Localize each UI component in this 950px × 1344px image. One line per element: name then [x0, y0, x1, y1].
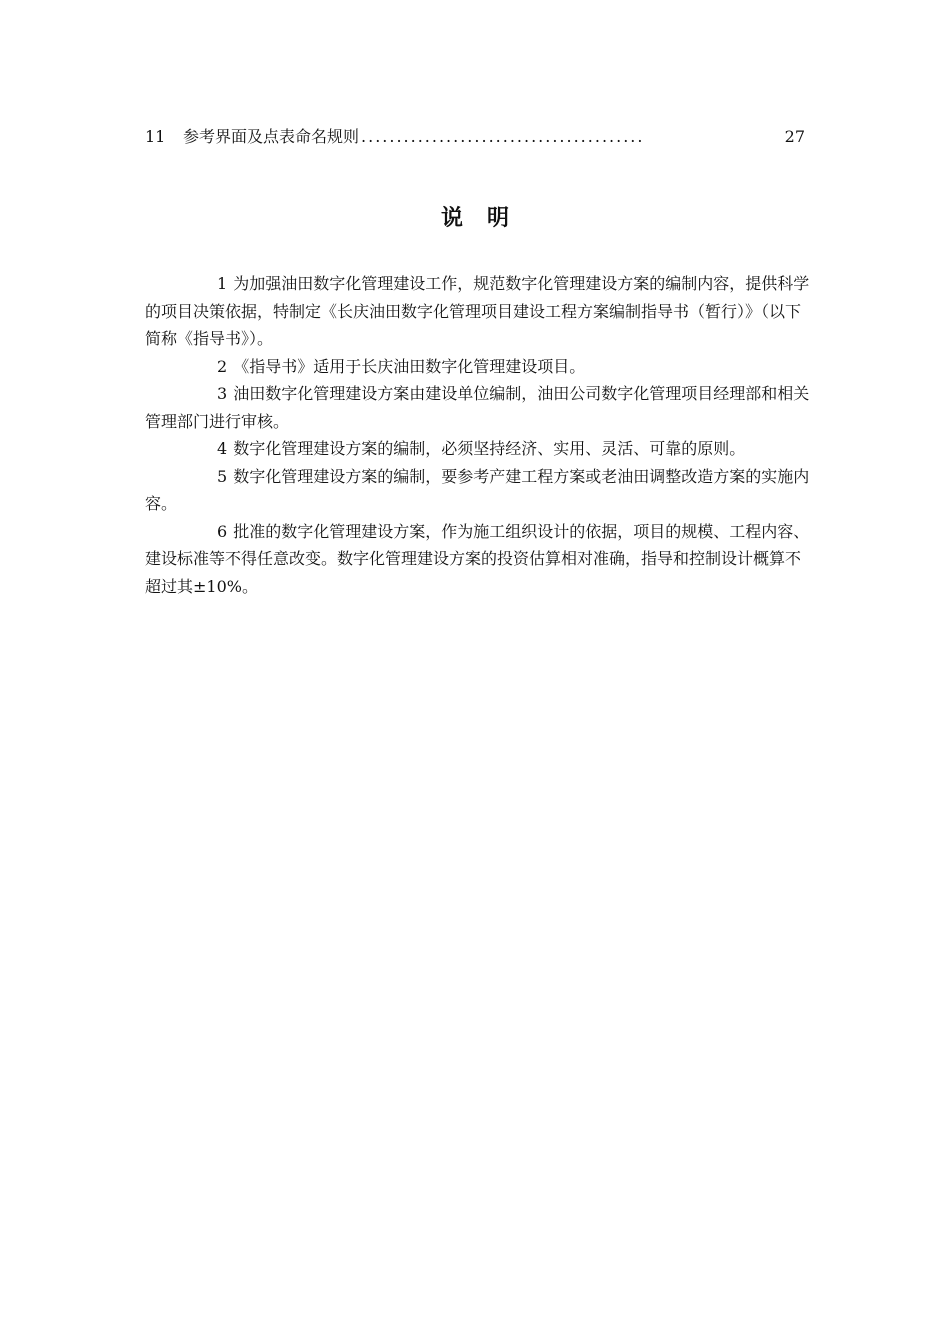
paragraph-text: 批准的数字化管理建设方案，作为施工组织设计的依据，项目的规模、工程内容、建设标准等不得任意改变。数字化管理建设方案的投资估算相对准确，指导和控制设计概算不超过其±10%。 — [145, 521, 810, 596]
paragraph-text: 为加强油田数字化管理建设工作，规范数字化管理建设方案的编制内容，提供科学的项目决策依据，特制定《长庆油田数字化管理项目建设工程方案编制指导书（暂行）》（以下简称《指导书》）。 — [145, 274, 810, 348]
paragraph-number: 1 — [217, 274, 228, 293]
paragraph-number: 4 — [217, 439, 228, 458]
paragraph-6 — [145, 518, 810, 601]
paragraph-2 — [145, 353, 810, 381]
paragraph-number: 3 — [217, 384, 228, 403]
paragraph-text: 油田数字化管理建设方案由建设单位编制，油田公司数字化管理项目经理部和相关管理部门进行审核。 — [145, 384, 810, 431]
paragraph-number: 6 — [217, 521, 228, 541]
paragraph-text: 数字化管理建设方案的编制，要参考产建工程方案或老油田调整改造方案的实施内容。 — [145, 466, 810, 513]
toc-entry — [145, 124, 805, 150]
paragraph-number: 2 — [217, 356, 228, 376]
section-body — [145, 270, 810, 600]
paragraph-text: 《指导书》适用于长庆油田数字化管理建设项目。 — [233, 356, 586, 376]
toc-entry-page: 27 — [784, 127, 805, 146]
paragraph-1 — [145, 270, 810, 353]
paragraph-text: 数字化管理建设方案的编制，必须坚持经济、实用、灵活、可靠的原则。 — [233, 439, 746, 458]
toc-entry-title: 参考界面及点表命名规则 — [183, 127, 360, 146]
toc-entry-number: 11 — [145, 127, 166, 146]
paragraph-4 — [145, 435, 810, 463]
paragraph-5 — [145, 463, 810, 518]
section-title: 说明 — [440, 205, 533, 231]
toc-entry-leader: ........................................ — [361, 127, 645, 146]
paragraph-3 — [145, 380, 810, 435]
paragraph-number: 5 — [217, 466, 228, 486]
